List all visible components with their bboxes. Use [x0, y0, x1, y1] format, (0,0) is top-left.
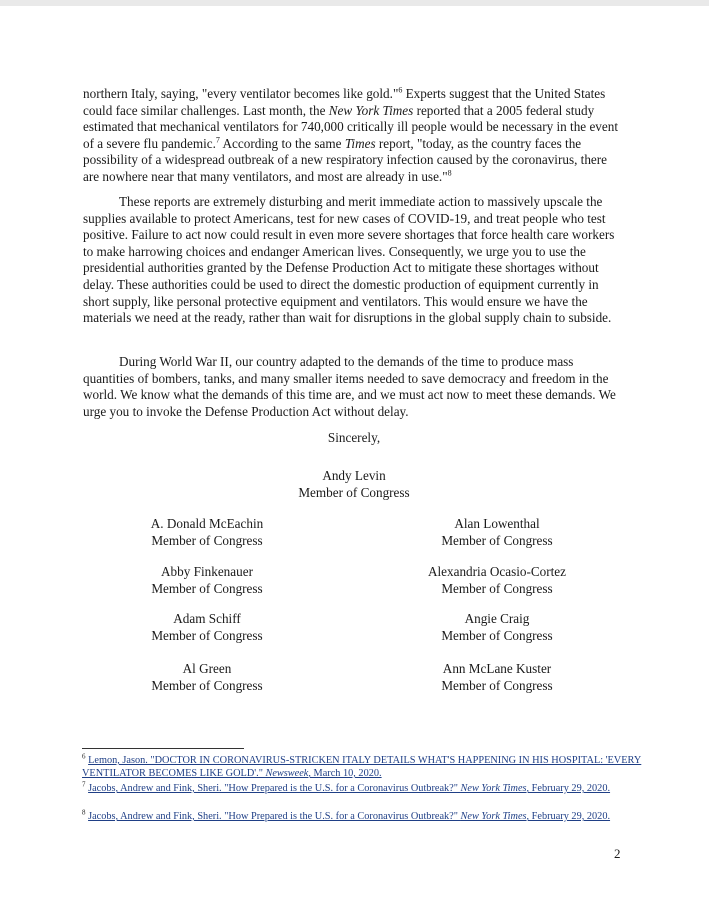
- signer-name: Andy Levin: [322, 468, 386, 483]
- signer-name: Alan Lowenthal: [454, 516, 540, 531]
- signer-title: Member of Congress: [441, 628, 553, 643]
- page-number: 2: [614, 846, 621, 861]
- signer-name: A. Donald McEachin: [150, 516, 264, 531]
- footnote-link-7[interactable]: Jacobs, Andrew and Fink, Sheri. "How Prepared is the U.S. for a Coronavirus Outbreak?" New York Times, February 29, 2020.: [88, 783, 611, 794]
- signer-title: Member of Congress: [441, 581, 553, 596]
- footnote-link-6[interactable]: Lemon, Jason. "DOCTOR IN CORONAVIRUS-STRICKEN ITALY DETAILS WHAT'S HAPPENING IN HIS HOSPITAL: 'EVERY VENTILATOR BECOMES LIKE GOLD'." Newsweek, March 10, 2020.: [82, 755, 642, 779]
- signature-left-3: [117, 610, 297, 644]
- signer-title: Member of Congress: [151, 678, 263, 693]
- signature-right-4: [407, 660, 587, 694]
- lead-signature: [254, 467, 454, 501]
- footnote-divider: [82, 748, 244, 749]
- signer-title: Member of Congress: [441, 678, 553, 693]
- footnote-ref-6[interactable]: 6: [398, 85, 403, 95]
- signer-title: Member of Congress: [151, 533, 263, 548]
- footnote-link-8[interactable]: Jacobs, Andrew and Fink, Sheri. "How Prepared is the U.S. for a Coronavirus Outbreak?" New York Times, February 29, 2020.: [88, 811, 611, 822]
- footnote-7: $^7$ Jacobs, Andrew and Fink, Sheri. "How Prepared is the U.S. for a Coronavirus Outbreak?" New York Times, February 29, 2020.: [82, 780, 611, 794]
- signer-name: Adam Schiff: [173, 611, 241, 626]
- signature-left-2: [117, 563, 297, 597]
- footnote-ref-7[interactable]: 7: [215, 135, 220, 145]
- signer-name: Ann McLane Kuster: [442, 661, 552, 676]
- footnote-8: $^8$ Jacobs, Andrew and Fink, Sheri. "How Prepared is the U.S. for a Coronavirus Outbreak?" New York Times, February 29, 2020.: [82, 808, 611, 822]
- signer-name: Al Green: [182, 661, 232, 676]
- signature-left-1: [117, 515, 297, 549]
- closing: Sincerely,: [327, 430, 381, 445]
- signer-name: Alexandria Ocasio-Cortez: [427, 564, 567, 579]
- footnote-6: $^6$ Lemon, Jason. "DOCTOR IN CORONAVIRUS-STRICKEN ITALY DETAILS WHAT'S HAPPENING IN HIS HOSPITAL: 'EVERY VENTILATOR BECOMES LIKE GOLD'." Newsweek, March 10, 2020.: [82, 752, 642, 779]
- body-paragraph-2: These reports are extremely disturbing and merit immediate action to massively upscale the supplies available to protect Americans, test for new cases of COVID-19, and treat people who test positive. Failure to act now could result in even more severe shortages that force health care workers to make harrowing choices and endanger American lives. Consequently, we urge you to use the presidential authorities granted by the Defense Production Act to mitigate these shortages without delay. These authorities could be used to direct the domestic production of equipment currently in short supply, like personal protective equipment and ventilators. This would ensure we have the materials we need at the ready, rather than wait for disruptions in the global supply chain to subside.: [83, 194, 615, 326]
- signer-name: Angie Craig: [464, 611, 530, 626]
- footnote-ref-8[interactable]: 8: [447, 168, 452, 178]
- signature-left-4: [117, 660, 297, 694]
- body-paragraph-1: northern Italy, saying, "every ventilator becomes like gold."$^6$ Experts suggest that the United States could face similar challenges. Last month, the New York Times reported that a 2005 federal study estimated that mechanical ventilators for 740,000 critically ill people would be necessary in the event of a severe flu pandemic.$^7$ According to the same Times report, "today, as the country faces the possibility of a widespread outbreak of a new respiratory infection caused by the coronavirus, there are nowhere near that many ventilators, and most are already in use."$^8$: [83, 85, 619, 184]
- scan-edge: [0, 0, 709, 6]
- signer-title: Member of Congress: [151, 581, 263, 596]
- body-paragraph-3: During World War II, our country adapted to the demands of the time to produce mass quantities of bombers, tanks, and many smaller items needed to save democracy and freedom in the world. We know what the demands of this time are, and we must act now to meet these demands. We urge you to invoke the Defense Production Act without delay.: [83, 354, 616, 419]
- signer-title: Member of Congress: [441, 533, 553, 548]
- signature-right-1: [407, 515, 587, 549]
- signature-right-3: [407, 610, 587, 644]
- signer-title: Member of Congress: [298, 485, 410, 500]
- signer-name: Abby Finkenauer: [161, 564, 253, 579]
- signature-right-2: [407, 563, 587, 597]
- signer-title: Member of Congress: [151, 628, 263, 643]
